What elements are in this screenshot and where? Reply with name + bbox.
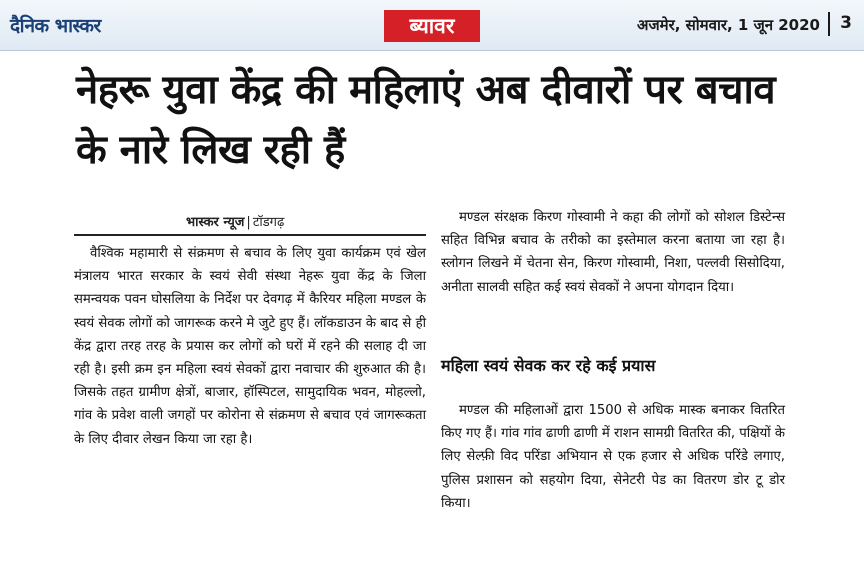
byline bbox=[186, 212, 284, 230]
page-number: 3 bbox=[840, 13, 852, 33]
dateline: अजमेर, सोमवार, 1 जून 2020 bbox=[637, 16, 820, 34]
masthead bbox=[0, 0, 864, 51]
article-paragraph-1: वैश्विक महामारी से संक्रमण से बचाव के लिए युवा कार्यक्रम एवं खेल मंत्रालय भारत सरकार के स्वयं सेवी संस्था नेहरू युवा केंद्र के जिला समन्वयक पवन घोसलिया के निर्देश पर देवगढ़ में कैरियर महिला मण्डल के स्वयं सेवक लोगों को जागरूक करने मे जुटे हुए हैं। लॉकडाउन के बाद से ही केंद्र द्वारा तरह तरह के प्रयास कर लोगों को घरों में रहने की सलाह दी जा रही है। इसी क्रम इन महिला स्वयं सेवकों द्वारा नवाचार की शुरुआत की है। जिसके तहत ग्रामीण क्षेत्रों, बाजार, हॉस्पिटल, सामुदायिक भवन, मोहल्लो, गांव के प्रवेश वाली जगहों पर कोरोना से संक्रमण से बचाव एवं जागरूकता के लिए दीवार लेखन किया जा रहा है। bbox=[74, 246, 426, 447]
article-headline: नेहरू युवा केंद्र की महिलाएं अब दीवारों पर बचाव के नारे लिख रही हैं bbox=[76, 67, 776, 173]
article-paragraph-3: मण्डल की महिलाओं द्वारा 1500 से अधिक मास्क बनाकर वितरित किए गए हैं। गांव गांव ढाणी ढाणी में राशन सामग्री वितरित की, पक्षियों के लिए सेल्फ़ी विद परिंडा अभियान से एक हजार से अधिक परिंडे लगाए, पुलिस प्रशासन को सहयोग दिया, सेनेटरी पेड का वितरण डोर टू डोर किया। bbox=[441, 403, 785, 511]
newspaper-logo: दैनिक भास्कर bbox=[10, 15, 101, 37]
dateline-divider bbox=[828, 12, 830, 36]
article-subheading: महिला स्वयं सेवक कर रहे कई प्रयास bbox=[441, 356, 656, 375]
byline-place: टॉडगढ़ bbox=[252, 215, 285, 230]
byline-rule bbox=[74, 234, 426, 236]
byline-separator: | bbox=[246, 215, 251, 230]
byline-source: भास्कर न्यूज bbox=[186, 215, 245, 230]
edition-badge: ब्यावर bbox=[384, 10, 480, 42]
article-paragraph-2: मण्डल संरक्षक किरण गोस्वामी ने कहा की लोगों को सोशल डिस्टेन्स सहित विभिन्न बचाव के तरीको का इस्तेमाल करना बताया जा रहा है। स्लोगन लिखने में चेतना सेन, किरण गोस्वामी, निशा, पल्लवी सिसोदिया, अनीता सालवी सहित कई स्वयं सेवकों ने अपना योगदान दिया। bbox=[441, 210, 785, 295]
